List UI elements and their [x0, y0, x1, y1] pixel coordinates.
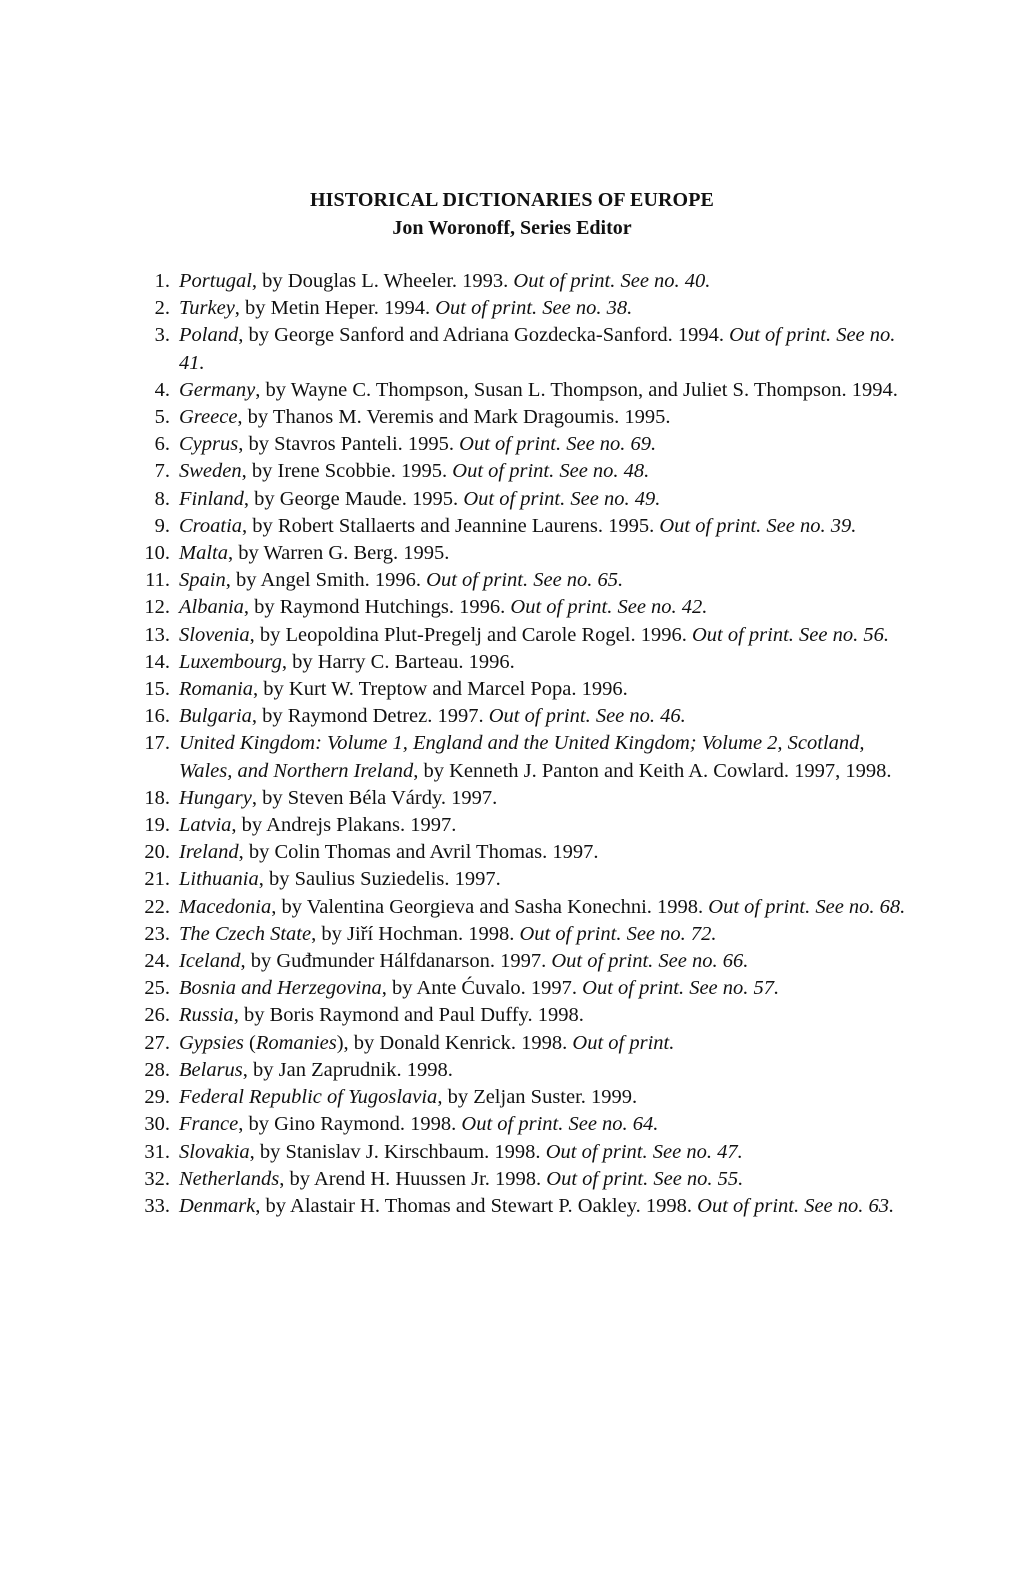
entry-print-note: Out of print. See no. 47. [545, 1140, 743, 1163]
entry-print-note: Out of print. See no. 64. [461, 1113, 659, 1136]
entry-title: Federal Republic of Yugoslavia [179, 1086, 438, 1109]
entry-title: Netherlands [179, 1167, 280, 1190]
entry-print-note: Out of print. See no. 38. [435, 297, 633, 320]
entry-title: Ireland [179, 841, 239, 864]
entry-title: Sweden [179, 460, 242, 483]
entry-title: Iceland [179, 950, 241, 973]
entry-title: Latvia [179, 814, 232, 837]
entry-author-year-cont: ), by Donald Kenrick. 1998. [336, 1031, 573, 1054]
entry-author-year: , by Kenneth J. Panton and Keith A. Cowlard. 1997, 1998. [413, 759, 892, 782]
entry-title: Portugal [179, 270, 252, 292]
entry-print-note: Out of print. See no. 41. [179, 324, 896, 374]
entry-author-year: , by Alastair H. Thomas and Stewart P. Oakley. 1998. [255, 1194, 698, 1217]
entry-number: 19. [144, 814, 170, 837]
entry-author-year: , by Wayne C. Thompson, Susan L. Thompson, and Juliet S. Thompson. 1994. [255, 378, 898, 401]
list-item [130, 268, 910, 295]
entry-number: 17. [144, 732, 170, 755]
list-item [130, 431, 910, 458]
entry-author-year: , by Irene Scobbie. 1995. [241, 460, 453, 483]
entry-number: 10. [144, 542, 170, 565]
list-item [130, 1111, 910, 1138]
entry-title: Spain [179, 569, 226, 592]
dictionary-list [130, 268, 910, 1220]
entry-author-year: , by Harry C. Barteau. 1996. [281, 650, 515, 673]
entry-number: 33. [144, 1194, 170, 1217]
list-item [130, 513, 910, 540]
entry-author-year: , by George Maude. 1995. [243, 487, 464, 510]
entry-title: Slovenia [179, 623, 250, 646]
list-item [130, 1002, 910, 1029]
entry-author-year: , by Zeljan Suster. 1999. [437, 1086, 638, 1109]
entry-author-year: , by Raymond Hutchings. 1996. [243, 596, 511, 619]
entry-number: 18. [144, 786, 170, 809]
entry-title: The Czech State [179, 922, 312, 945]
list-item [130, 703, 910, 730]
entry-number: 24. [144, 950, 170, 973]
entry-number: 26. [144, 1004, 170, 1027]
entry-author-year: , by Jiří Hochman. 1998. [311, 922, 520, 945]
entry-title: Belarus [179, 1058, 243, 1081]
list-item [130, 894, 910, 921]
entry-print-note: Out of print. See no. 56. [691, 623, 889, 646]
list-item [130, 567, 910, 594]
entry-number: 6. [154, 433, 170, 456]
list-item [130, 921, 910, 948]
entry-author-year: , by Stanislav J. Kirschbaum. 1998. [249, 1140, 546, 1163]
entry-title: Germany [179, 378, 256, 401]
entry-number: 14. [144, 650, 170, 673]
entry-author-year: , by Guđmunder Hálfdanarson. 1997. [240, 950, 552, 973]
list-item [130, 458, 910, 485]
entry-number: 28. [144, 1058, 170, 1081]
entry-title: Romania [179, 678, 254, 701]
list-item [130, 866, 910, 893]
entry-number: 7. [154, 460, 170, 483]
entry-number: 16. [144, 705, 170, 728]
entry-number: 30. [144, 1113, 170, 1136]
entry-title: Denmark [179, 1194, 256, 1217]
series-header [0, 186, 1024, 242]
entry-number: 27. [144, 1031, 170, 1054]
list-item [130, 785, 910, 812]
entry-number: 8. [154, 487, 170, 510]
list-item [130, 1193, 910, 1220]
entry-print-note: Out of print. See no. 65. [426, 569, 624, 592]
entry-number: 31. [144, 1140, 170, 1163]
list-item [130, 322, 910, 376]
entry-author-year: , by Kurt W. Treptow and Marcel Popa. 1996. [253, 678, 628, 701]
entry-number: 4. [154, 378, 170, 401]
list-item [130, 594, 910, 621]
entry-author-year: , by Robert Stallaerts and Jeannine Laurens. 1995. [242, 514, 660, 537]
list-item [130, 812, 910, 839]
entry-title: Lithuania [179, 868, 259, 891]
entry-author-year: , by Leopoldina Plut-Pregelj and Carole Rogel. 1996. [249, 623, 692, 646]
entry-print-note: Out of print. See no. 57. [582, 977, 780, 1000]
entry-number: 15. [144, 678, 170, 701]
list-item [130, 1084, 910, 1111]
entry-author-year: , by George Sanford and Adriana Gozdecka-Sanford. 1994. [238, 324, 730, 347]
entry-author-year: , by Thanos M. Veremis and Mark Dragoumis. 1995. [237, 406, 671, 429]
entry-print-note: Out of print. See no. 72. [519, 922, 717, 945]
entry-author-year: , by Boris Raymond and Paul Duffy. 1998. [233, 1004, 584, 1027]
entry-author-year: , by Angel Smith. 1996. [225, 569, 427, 592]
entry-print-note: Out of print. See no. 46. [488, 705, 686, 728]
entry-number: 32. [144, 1167, 170, 1190]
entry-title: Slovakia [179, 1140, 250, 1163]
entry-author-year: , by Andrejs Plakans. 1997. [231, 814, 457, 837]
list-item [130, 540, 910, 567]
entry-title: Hungary [179, 786, 252, 809]
entry-print-note: Out of print. See no. 39. [659, 514, 857, 537]
entry-author-year: , by Douglas L. Wheeler. 1993. [251, 270, 514, 292]
entry-title: Albania [179, 596, 244, 619]
entry-print-note: Out of print. See no. 55. [546, 1167, 744, 1190]
entry-number: 13. [144, 623, 170, 646]
entry-author-year: , by Steven Béla Várdy. 1997. [251, 786, 498, 809]
entry-title: Turkey [179, 297, 235, 320]
entry-author-year: , by Colin Thomas and Avril Thomas. 1997. [238, 841, 599, 864]
entry-number: 3. [154, 324, 170, 347]
entry-number: 22. [144, 895, 170, 918]
list-item [130, 1166, 910, 1193]
entry-number: 25. [144, 977, 170, 1000]
list-item [130, 404, 910, 431]
list-item [130, 975, 910, 1002]
list-item [130, 1139, 910, 1166]
entry-title: Bosnia and Herzegovina [179, 977, 382, 1000]
entry-title-alt: Romanies [255, 1031, 337, 1054]
list-item [130, 839, 910, 866]
entry-title: Croatia [179, 514, 243, 537]
entry-author-year: , by Valentina Georgieva and Sasha Konechni. 1998. [271, 895, 709, 918]
entry-title: Poland [179, 324, 239, 347]
list-item [130, 295, 910, 322]
series-title: HISTORICAL DICTIONARIES OF EUROPE [310, 189, 714, 211]
list-item [130, 730, 910, 784]
entry-author-year: ( [243, 1031, 256, 1054]
series-editor: Jon Woronoff, Series Editor [392, 217, 632, 239]
entry-number: 1. [154, 270, 170, 292]
entry-title: Finland [179, 487, 244, 510]
entry-author-year: , by Gino Raymond. 1998. [238, 1113, 462, 1136]
entry-title: Russia [179, 1004, 234, 1027]
list-item [130, 486, 910, 513]
entry-number: 21. [144, 868, 170, 891]
entry-author-year: , by Jan Zaprudnik. 1998. [242, 1058, 453, 1081]
entry-author-year: , by Raymond Detrez. 1997. [251, 705, 489, 728]
list-item [130, 948, 910, 975]
entry-number: 5. [154, 406, 170, 429]
entry-number: 12. [144, 596, 170, 619]
entry-print-note: Out of print. See no. 69. [459, 433, 657, 456]
list-item [130, 1030, 910, 1057]
entry-print-note: Out of print. See no. 48. [452, 460, 650, 483]
entry-number: 23. [144, 922, 170, 945]
entry-author-year: , by Warren G. Berg. 1995. [227, 542, 450, 565]
list-item [130, 622, 910, 649]
entry-title: Greece [179, 406, 238, 429]
entry-print-note: Out of print. See no. 68. [708, 895, 906, 918]
entry-print-note: Out of print. See no. 66. [551, 950, 749, 973]
entry-print-note: Out of print. See no. 49. [463, 487, 661, 510]
entry-number: 29. [144, 1086, 170, 1109]
entry-number: 20. [144, 841, 170, 864]
entry-title: Gypsies [179, 1031, 244, 1054]
entry-title: Malta [179, 542, 228, 565]
list-item [130, 1057, 910, 1084]
entry-title: Luxembourg [179, 650, 282, 673]
entry-print-note: Out of print. See no. 40. [513, 270, 711, 292]
list-item [130, 377, 910, 404]
entry-print-note: Out of print. See no. 63. [697, 1194, 895, 1217]
entry-number: 11. [145, 569, 170, 592]
entry-title: United Kingdom: Volume 1, England and the United Kingdom; Volume 2, Scotland, Wales, and Northern Ireland [179, 732, 865, 782]
entry-number: 9. [154, 514, 170, 537]
entry-author-year: , by Saulius Suziedelis. 1997. [258, 868, 501, 891]
entry-title: Bulgaria [179, 705, 252, 728]
entry-author-year: , by Metin Heper. 1994. [234, 297, 436, 320]
entry-author-year: , by Arend H. Huussen Jr. 1998. [279, 1167, 547, 1190]
entry-author-year: , by Stavros Panteli. 1995. [238, 433, 460, 456]
entry-print-note: Out of print. See no. 42. [510, 596, 708, 619]
entry-print-note: Out of print. [572, 1031, 675, 1054]
entry-title: France [179, 1113, 239, 1136]
entry-title: Cyprus [179, 433, 239, 456]
list-item [130, 676, 910, 703]
entry-title: Macedonia [179, 895, 272, 918]
entry-author-year: , by Ante Ćuvalo. 1997. [381, 977, 583, 1000]
entry-number: 2. [154, 297, 170, 320]
list-item [130, 649, 910, 676]
